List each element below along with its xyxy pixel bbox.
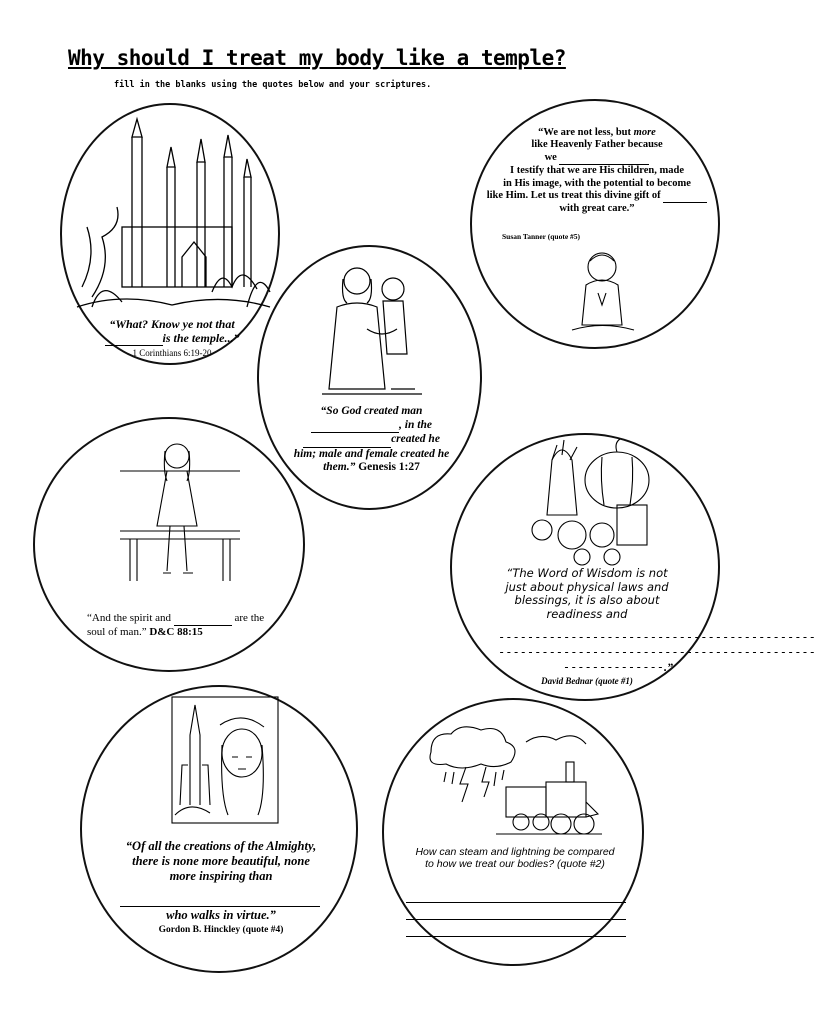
tanner-quote-line3: we bbox=[544, 151, 557, 163]
temple-quote-line2: is the temple...” bbox=[162, 331, 240, 346]
hinckley-quote-line2: there is none more beautiful, none bbox=[132, 853, 310, 868]
hinckley-circle bbox=[80, 685, 358, 973]
hinckley-author: Gordon B. Hinckley (quote #4) bbox=[158, 925, 284, 935]
steam-answer-line-2[interactable] bbox=[406, 903, 626, 920]
genesis-quote-line3: created he bbox=[391, 433, 440, 446]
bednar-quote-line3: blessings, it is also about bbox=[514, 593, 660, 608]
hinckley-quote-line4: who walks in virtue.” bbox=[166, 908, 276, 922]
bednar-quote-line1: “The Word of Wisdom is not bbox=[506, 566, 668, 580]
bednar-closing: .” bbox=[664, 660, 673, 674]
genesis-quote-line1: “So God created man bbox=[320, 405, 423, 417]
bednar-author: David Bednar (quote #1) bbox=[541, 676, 633, 686]
genesis-quote-line4: him; male and female created he bbox=[293, 447, 450, 460]
tanner-blank-2[interactable] bbox=[663, 190, 707, 203]
temple-reference: 1 Corinthians 6:19-20 bbox=[132, 348, 212, 358]
jesus-with-child-illustration bbox=[307, 259, 437, 399]
temple-blank[interactable] bbox=[105, 331, 163, 346]
bednar-blank-2[interactable]: -------------------------------------------- bbox=[498, 645, 816, 659]
steam-answer-line-1[interactable] bbox=[406, 886, 626, 903]
genesis-quote-line2: , in the bbox=[399, 418, 432, 431]
hinckley-blank[interactable] bbox=[120, 905, 320, 907]
tanner-quote-line7: with great care.” bbox=[559, 203, 635, 215]
girl-on-bench-illustration bbox=[115, 431, 245, 591]
tanner-quote-line1a: “We are not less, but bbox=[538, 127, 634, 138]
storm-and-train-illustration bbox=[426, 722, 606, 842]
tanner-author: Susan Tanner (quote #5) bbox=[502, 232, 581, 241]
dc-circle bbox=[33, 417, 305, 672]
genesis-reference: Genesis 1:27 bbox=[358, 461, 420, 474]
dc-quote-line1a: “And the spirit and bbox=[87, 612, 172, 624]
bednar-quote-line2: just about physical laws and bbox=[505, 579, 669, 594]
young-woman-and-temple-illustration bbox=[170, 695, 280, 825]
steam-answer-line-3[interactable] bbox=[406, 920, 626, 937]
temple-quote-line1: “What? Know ye not that bbox=[109, 317, 235, 331]
temple-illustration bbox=[72, 117, 272, 317]
temple-circle bbox=[60, 103, 280, 365]
page-title: Why should I treat my body like a temple? bbox=[68, 46, 566, 70]
dc-blank[interactable] bbox=[174, 612, 232, 626]
steam-question-line1: How can steam and lightning be compared bbox=[415, 846, 615, 858]
page-instructions: fill in the blanks using the quotes below and your scriptures. bbox=[114, 80, 432, 90]
tanner-quote-line2: like Heavenly Father because bbox=[531, 139, 663, 151]
genesis-blank-1[interactable] bbox=[311, 419, 399, 434]
hinckley-quote-line1: “Of all the creations of the Almighty, bbox=[125, 839, 317, 853]
bednar-circle bbox=[450, 433, 816, 701]
genesis-quote-line5: them.” bbox=[323, 461, 356, 474]
dc-quote-line1b: are the bbox=[234, 612, 265, 624]
tanner-quote-line6: like Him. Let us treat this divine gift of bbox=[486, 189, 661, 201]
bednar-quote-line4: readiness and bbox=[546, 606, 628, 621]
dc-reference: D&C 88:15 bbox=[149, 625, 203, 638]
genesis-blank-2[interactable] bbox=[303, 433, 391, 448]
bednar-blank-3[interactable]: --------------.” bbox=[562, 660, 673, 674]
fruit-and-vegetables-illustration bbox=[522, 435, 662, 565]
dc-quote-line2: soul of man.” bbox=[87, 625, 147, 638]
hinckley-quote-line3: more inspiring than bbox=[169, 868, 273, 883]
genesis-circle bbox=[257, 245, 482, 510]
tanner-quote-more: more bbox=[633, 127, 656, 138]
tanner-quote-line5: in His image, with the potential to become bbox=[503, 177, 691, 189]
bednar-blank-1[interactable]: -------------------------------------------- bbox=[498, 630, 816, 644]
tanner-circle bbox=[470, 99, 720, 349]
steam-circle bbox=[382, 698, 644, 966]
tanner-quote-line4: I testify that we are His children, made bbox=[509, 165, 684, 177]
tanner-blank-1[interactable] bbox=[559, 152, 649, 165]
steam-question-line2: to how we treat our bodies? (quote #2) bbox=[425, 858, 605, 871]
praying-child-illustration bbox=[562, 245, 642, 335]
